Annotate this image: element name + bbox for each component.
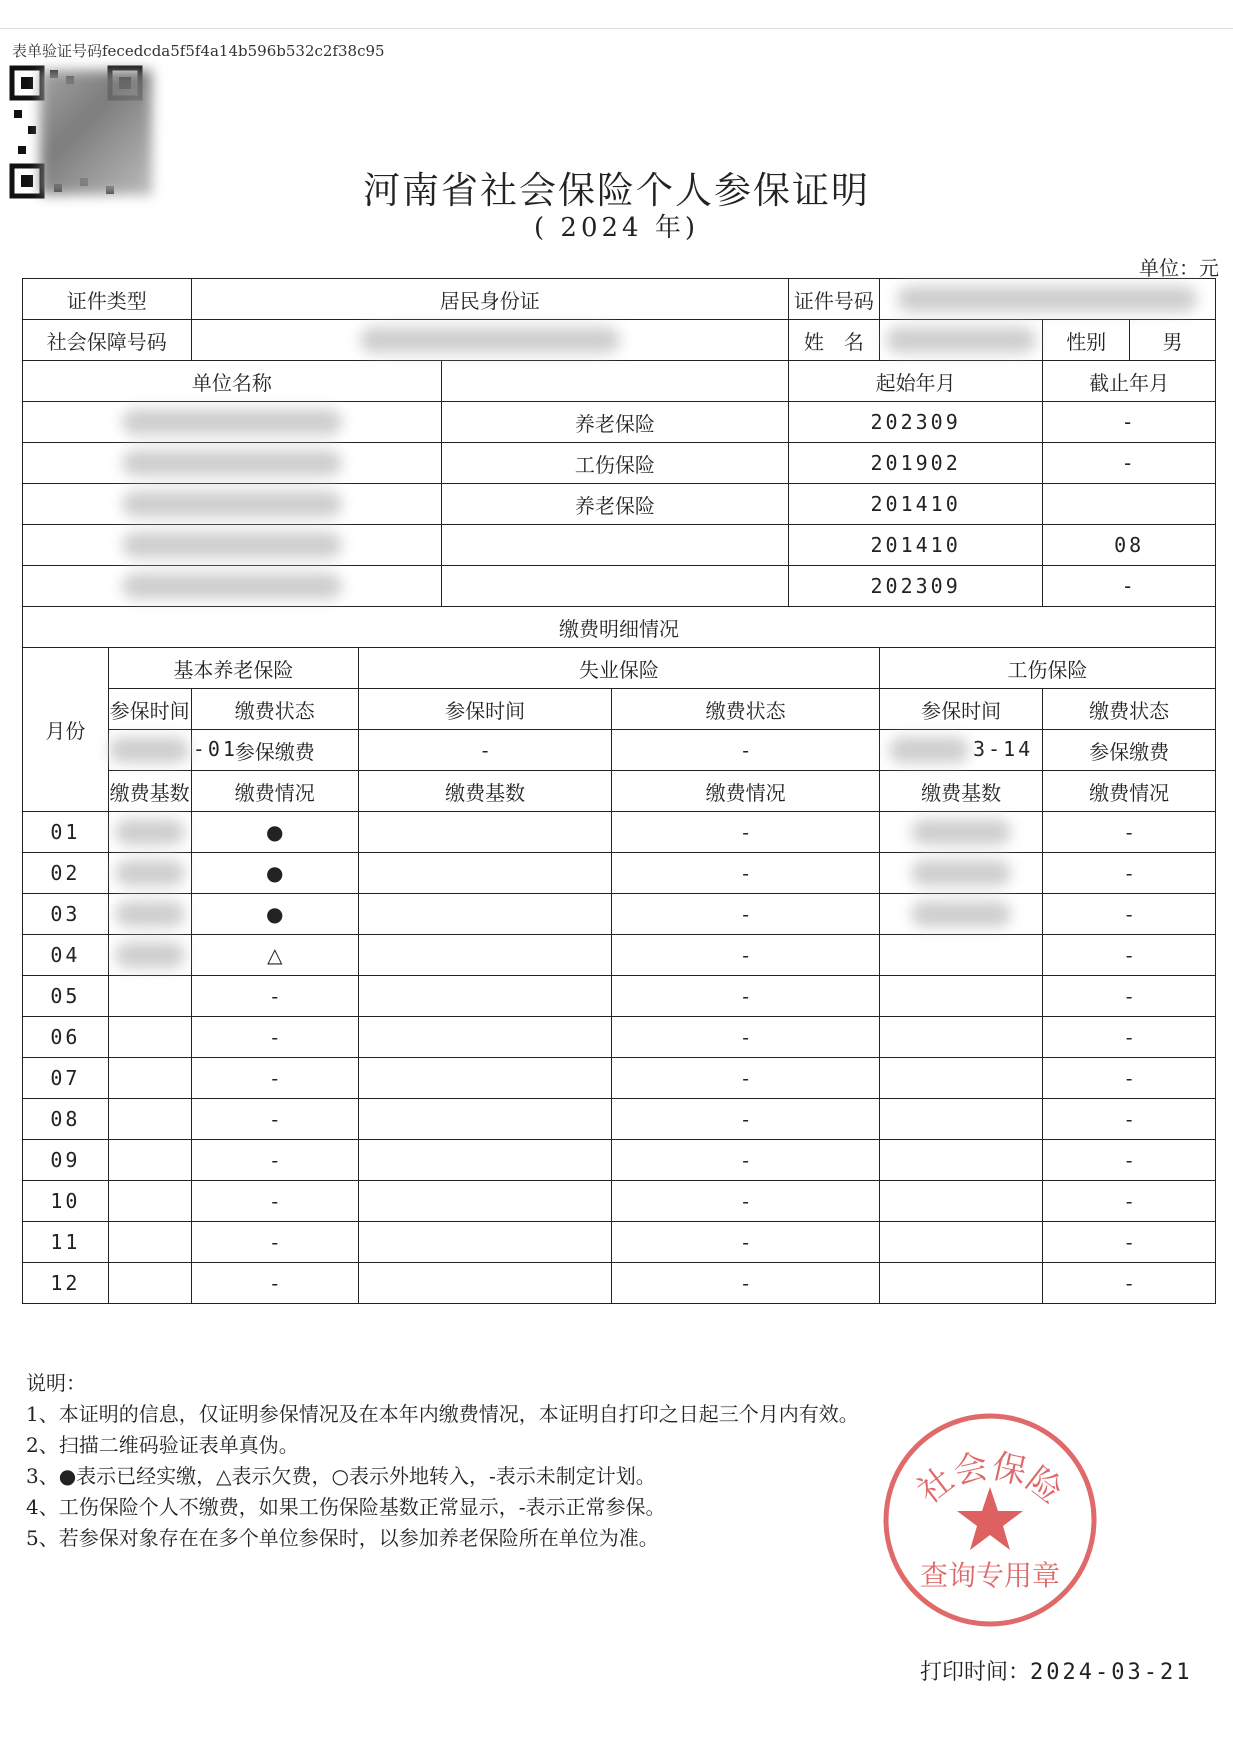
base-headers-cell: 缴费情况 bbox=[612, 771, 880, 812]
pension-base-cell bbox=[108, 1181, 191, 1222]
injury-base-cell bbox=[879, 1099, 1042, 1140]
ss-number-value bbox=[191, 320, 788, 361]
injury-status-cell: - bbox=[1043, 1099, 1216, 1140]
status-row-cell: -01 bbox=[108, 730, 191, 771]
pension-status-cell: ● bbox=[191, 894, 359, 935]
injury-base-cell bbox=[879, 812, 1042, 853]
print-time-value: 2024-03-21 bbox=[1030, 1660, 1193, 1685]
pension-status-cell: - bbox=[191, 976, 359, 1017]
id-type-label: 证件类型 bbox=[23, 279, 192, 320]
status-row-cell: 参保缴费 bbox=[1043, 730, 1216, 771]
id-type-value: 居民身份证 bbox=[191, 279, 788, 320]
unit-start-cell: 202309 bbox=[788, 402, 1042, 443]
ss-number-label: 社会保障号码 bbox=[23, 320, 192, 361]
note-item: 1、本证明的信息，仅证明参保情况及在本年内缴费情况，本证明自打印之日起三个月内有效。 bbox=[26, 1402, 859, 1426]
month-number: 08 bbox=[23, 1099, 109, 1140]
end-month-header: 截止年月 bbox=[1043, 361, 1216, 402]
insurance-type-header bbox=[441, 361, 788, 402]
pension-base-cell bbox=[108, 976, 191, 1017]
unit-name-cell bbox=[23, 484, 442, 525]
pension-status-cell: - bbox=[191, 1181, 359, 1222]
unit-end-cell: - bbox=[1043, 443, 1216, 484]
official-seal bbox=[875, 1405, 1105, 1635]
group-pension: 基本养老保险 bbox=[108, 648, 358, 689]
injury-base-cell bbox=[879, 1140, 1042, 1181]
pension-base-cell bbox=[108, 1017, 191, 1058]
unit-row bbox=[23, 525, 1216, 566]
month-row bbox=[23, 1181, 1216, 1222]
id-number-value bbox=[879, 279, 1215, 320]
pension-status-cell: ● bbox=[191, 853, 359, 894]
month-row bbox=[23, 894, 1216, 935]
detail-section-title: 缴费明细情况 bbox=[23, 607, 1216, 648]
unemployment-base-cell bbox=[359, 935, 612, 976]
document-year: ( 2024 年) bbox=[534, 213, 699, 243]
unemployment-base-cell bbox=[359, 1058, 612, 1099]
unemployment-base-cell bbox=[359, 1017, 612, 1058]
month-number: 03 bbox=[23, 894, 109, 935]
seal-top-text: 社会保险 bbox=[910, 1446, 1070, 1513]
notes bbox=[26, 1368, 859, 1554]
month-number: 11 bbox=[23, 1222, 109, 1263]
month-number: 09 bbox=[23, 1140, 109, 1181]
group-injury: 工伤保险 bbox=[879, 648, 1215, 689]
verification-code: 表单验证号码fecedcda5f5f4a14b596b532c2f38c95 bbox=[12, 42, 385, 60]
name-label: 姓 名 bbox=[788, 320, 879, 361]
unit-end-cell: - bbox=[1043, 402, 1216, 443]
unit-name-cell bbox=[23, 402, 442, 443]
unit-end-cell bbox=[1043, 484, 1216, 525]
base-headers-cell: 缴费情况 bbox=[1043, 771, 1216, 812]
status-row-cell: - bbox=[612, 730, 880, 771]
note-item: 5、若参保对象存在在多个单位参保时，以参加养老保险所在单位为准。 bbox=[26, 1526, 659, 1550]
injury-base-cell bbox=[879, 1263, 1042, 1304]
pension-base-cell bbox=[108, 812, 191, 853]
injury-base-cell bbox=[879, 1181, 1042, 1222]
injury-status-cell: - bbox=[1043, 976, 1216, 1017]
unemployment-status-cell: - bbox=[612, 1263, 880, 1304]
unemployment-base-cell bbox=[359, 812, 612, 853]
month-row bbox=[23, 1140, 1216, 1181]
month-row bbox=[23, 812, 1216, 853]
pension-status-cell: - bbox=[191, 1140, 359, 1181]
injury-base-cell bbox=[879, 1017, 1042, 1058]
month-row bbox=[23, 1222, 1216, 1263]
month-number: 01 bbox=[23, 812, 109, 853]
unit-name-cell bbox=[23, 566, 442, 607]
unit-insurance-cell: 工伤保险 bbox=[441, 443, 788, 484]
id-number-label: 证件号码 bbox=[788, 279, 879, 320]
unemployment-base-cell bbox=[359, 894, 612, 935]
gender-label: 性别 bbox=[1043, 320, 1130, 361]
injury-base-cell bbox=[879, 976, 1042, 1017]
print-time bbox=[920, 1655, 1192, 1686]
unit-name-header: 单位名称 bbox=[23, 361, 442, 402]
month-label: 月份 bbox=[23, 648, 109, 812]
pension-base-cell bbox=[108, 894, 191, 935]
unemployment-status-cell: - bbox=[612, 1099, 880, 1140]
unit-end-cell: 08 bbox=[1043, 525, 1216, 566]
unit-name-cell bbox=[23, 525, 442, 566]
unit-start-cell: 202309 bbox=[788, 566, 1042, 607]
start-month-header: 起始年月 bbox=[788, 361, 1042, 402]
gender-value: 男 bbox=[1130, 320, 1216, 361]
pension-base-cell bbox=[108, 935, 191, 976]
month-row bbox=[23, 853, 1216, 894]
injury-base-cell bbox=[879, 894, 1042, 935]
injury-status-cell: - bbox=[1043, 1263, 1216, 1304]
pension-status-cell: - bbox=[191, 1017, 359, 1058]
injury-base-cell bbox=[879, 1058, 1042, 1099]
injury-base-cell bbox=[879, 853, 1042, 894]
unit-start-cell: 201410 bbox=[788, 525, 1042, 566]
unit-row bbox=[23, 443, 1216, 484]
injury-status-cell: - bbox=[1043, 1140, 1216, 1181]
month-row bbox=[23, 935, 1216, 976]
pension-base-cell bbox=[108, 1058, 191, 1099]
month-row bbox=[23, 1099, 1216, 1140]
sub-headers-cell: 缴费状态 bbox=[612, 689, 880, 730]
base-headers-cell: 缴费基数 bbox=[879, 771, 1042, 812]
pension-base-cell bbox=[108, 1140, 191, 1181]
pension-status-cell: - bbox=[191, 1263, 359, 1304]
unemployment-base-cell bbox=[359, 976, 612, 1017]
injury-status-cell: - bbox=[1043, 1017, 1216, 1058]
note-item: 4、工伤保险个人不缴费，如果工伤保险基数正常显示，-表示正常参保。 bbox=[26, 1495, 666, 1519]
status-row-cell: 3-14 bbox=[879, 730, 1042, 771]
sub-headers-cell: 参保时间 bbox=[359, 689, 612, 730]
pension-status-cell: - bbox=[191, 1222, 359, 1263]
unit-row bbox=[23, 566, 1216, 607]
sub-headers-cell: 缴费状态 bbox=[1043, 689, 1216, 730]
unemployment-base-cell bbox=[359, 1181, 612, 1222]
unit-row bbox=[23, 402, 1216, 443]
note-item: 2、扫描二维码验证表单真伪。 bbox=[26, 1433, 299, 1457]
notes-title: 说明： bbox=[26, 1371, 86, 1395]
unemployment-status-cell: - bbox=[612, 812, 880, 853]
note-item: 3、●表示已经实缴，△表示欠费，○表示外地转入，-表示未制定计划。 bbox=[26, 1464, 656, 1488]
status-row-cell: - bbox=[359, 730, 612, 771]
unemployment-status-cell: - bbox=[612, 1017, 880, 1058]
top-divider bbox=[0, 28, 1233, 29]
month-number: 12 bbox=[23, 1263, 109, 1304]
injury-status-cell: - bbox=[1043, 1058, 1216, 1099]
unemployment-status-cell: - bbox=[612, 853, 880, 894]
month-number: 02 bbox=[23, 853, 109, 894]
currency-unit: 单位：元 bbox=[1139, 256, 1219, 280]
unit-insurance-cell bbox=[441, 566, 788, 607]
month-number: 05 bbox=[23, 976, 109, 1017]
unit-name-cell bbox=[23, 443, 442, 484]
base-headers-cell: 缴费情况 bbox=[191, 771, 359, 812]
unemployment-status-cell: - bbox=[612, 935, 880, 976]
unemployment-status-cell: - bbox=[612, 1181, 880, 1222]
unemployment-status-cell: - bbox=[612, 976, 880, 1017]
base-headers-cell: 缴费基数 bbox=[359, 771, 612, 812]
month-row bbox=[23, 976, 1216, 1017]
injury-status-cell: - bbox=[1043, 853, 1216, 894]
unit-insurance-cell: 养老保险 bbox=[441, 484, 788, 525]
pension-status-cell: △ bbox=[191, 935, 359, 976]
unemployment-status-cell: - bbox=[612, 1058, 880, 1099]
certificate-table bbox=[22, 278, 1216, 1304]
unit-start-cell: 201410 bbox=[788, 484, 1042, 525]
pension-status-cell: - bbox=[191, 1099, 359, 1140]
group-unemployment: 失业保险 bbox=[359, 648, 880, 689]
unemployment-base-cell bbox=[359, 853, 612, 894]
injury-base-cell bbox=[879, 935, 1042, 976]
status-row-cell: 参保缴费 bbox=[191, 730, 359, 771]
unemployment-status-cell: - bbox=[612, 1140, 880, 1181]
month-number: 06 bbox=[23, 1017, 109, 1058]
pension-base-cell bbox=[108, 853, 191, 894]
injury-base-cell bbox=[879, 1222, 1042, 1263]
print-time-label: 打印时间： bbox=[920, 1660, 1031, 1685]
month-row bbox=[23, 1263, 1216, 1304]
injury-status-cell: - bbox=[1043, 1222, 1216, 1263]
document-title: 河南省社会保险个人参保证明 bbox=[363, 169, 870, 212]
unit-start-cell: 201902 bbox=[788, 443, 1042, 484]
name-value bbox=[879, 320, 1042, 361]
injury-status-cell: - bbox=[1043, 812, 1216, 853]
sub-headers-cell: 缴费状态 bbox=[191, 689, 359, 730]
pension-base-cell bbox=[108, 1099, 191, 1140]
pension-status-cell: - bbox=[191, 1058, 359, 1099]
unit-insurance-cell bbox=[441, 525, 788, 566]
month-row bbox=[23, 1017, 1216, 1058]
month-number: 07 bbox=[23, 1058, 109, 1099]
base-headers-cell: 缴费基数 bbox=[108, 771, 191, 812]
pension-base-cell bbox=[108, 1222, 191, 1263]
unit-insurance-cell: 养老保险 bbox=[441, 402, 788, 443]
unemployment-base-cell bbox=[359, 1263, 612, 1304]
unemployment-status-cell: - bbox=[612, 894, 880, 935]
unemployment-status-cell: - bbox=[612, 1222, 880, 1263]
unit-end-cell: - bbox=[1043, 566, 1216, 607]
month-row bbox=[23, 1058, 1216, 1099]
unemployment-base-cell bbox=[359, 1140, 612, 1181]
injury-status-cell: - bbox=[1043, 935, 1216, 976]
unit-row bbox=[23, 484, 1216, 525]
month-number: 10 bbox=[23, 1181, 109, 1222]
pension-base-cell bbox=[108, 1263, 191, 1304]
unemployment-base-cell bbox=[359, 1222, 612, 1263]
seal-bottom-text: 查询专用章 bbox=[919, 1559, 1061, 1592]
sub-headers-cell: 参保时间 bbox=[108, 689, 191, 730]
unemployment-base-cell bbox=[359, 1099, 612, 1140]
injury-status-cell: - bbox=[1043, 894, 1216, 935]
injury-status-cell: - bbox=[1043, 1181, 1216, 1222]
month-number: 04 bbox=[23, 935, 109, 976]
sub-headers-cell: 参保时间 bbox=[879, 689, 1042, 730]
pension-status-cell: ● bbox=[191, 812, 359, 853]
